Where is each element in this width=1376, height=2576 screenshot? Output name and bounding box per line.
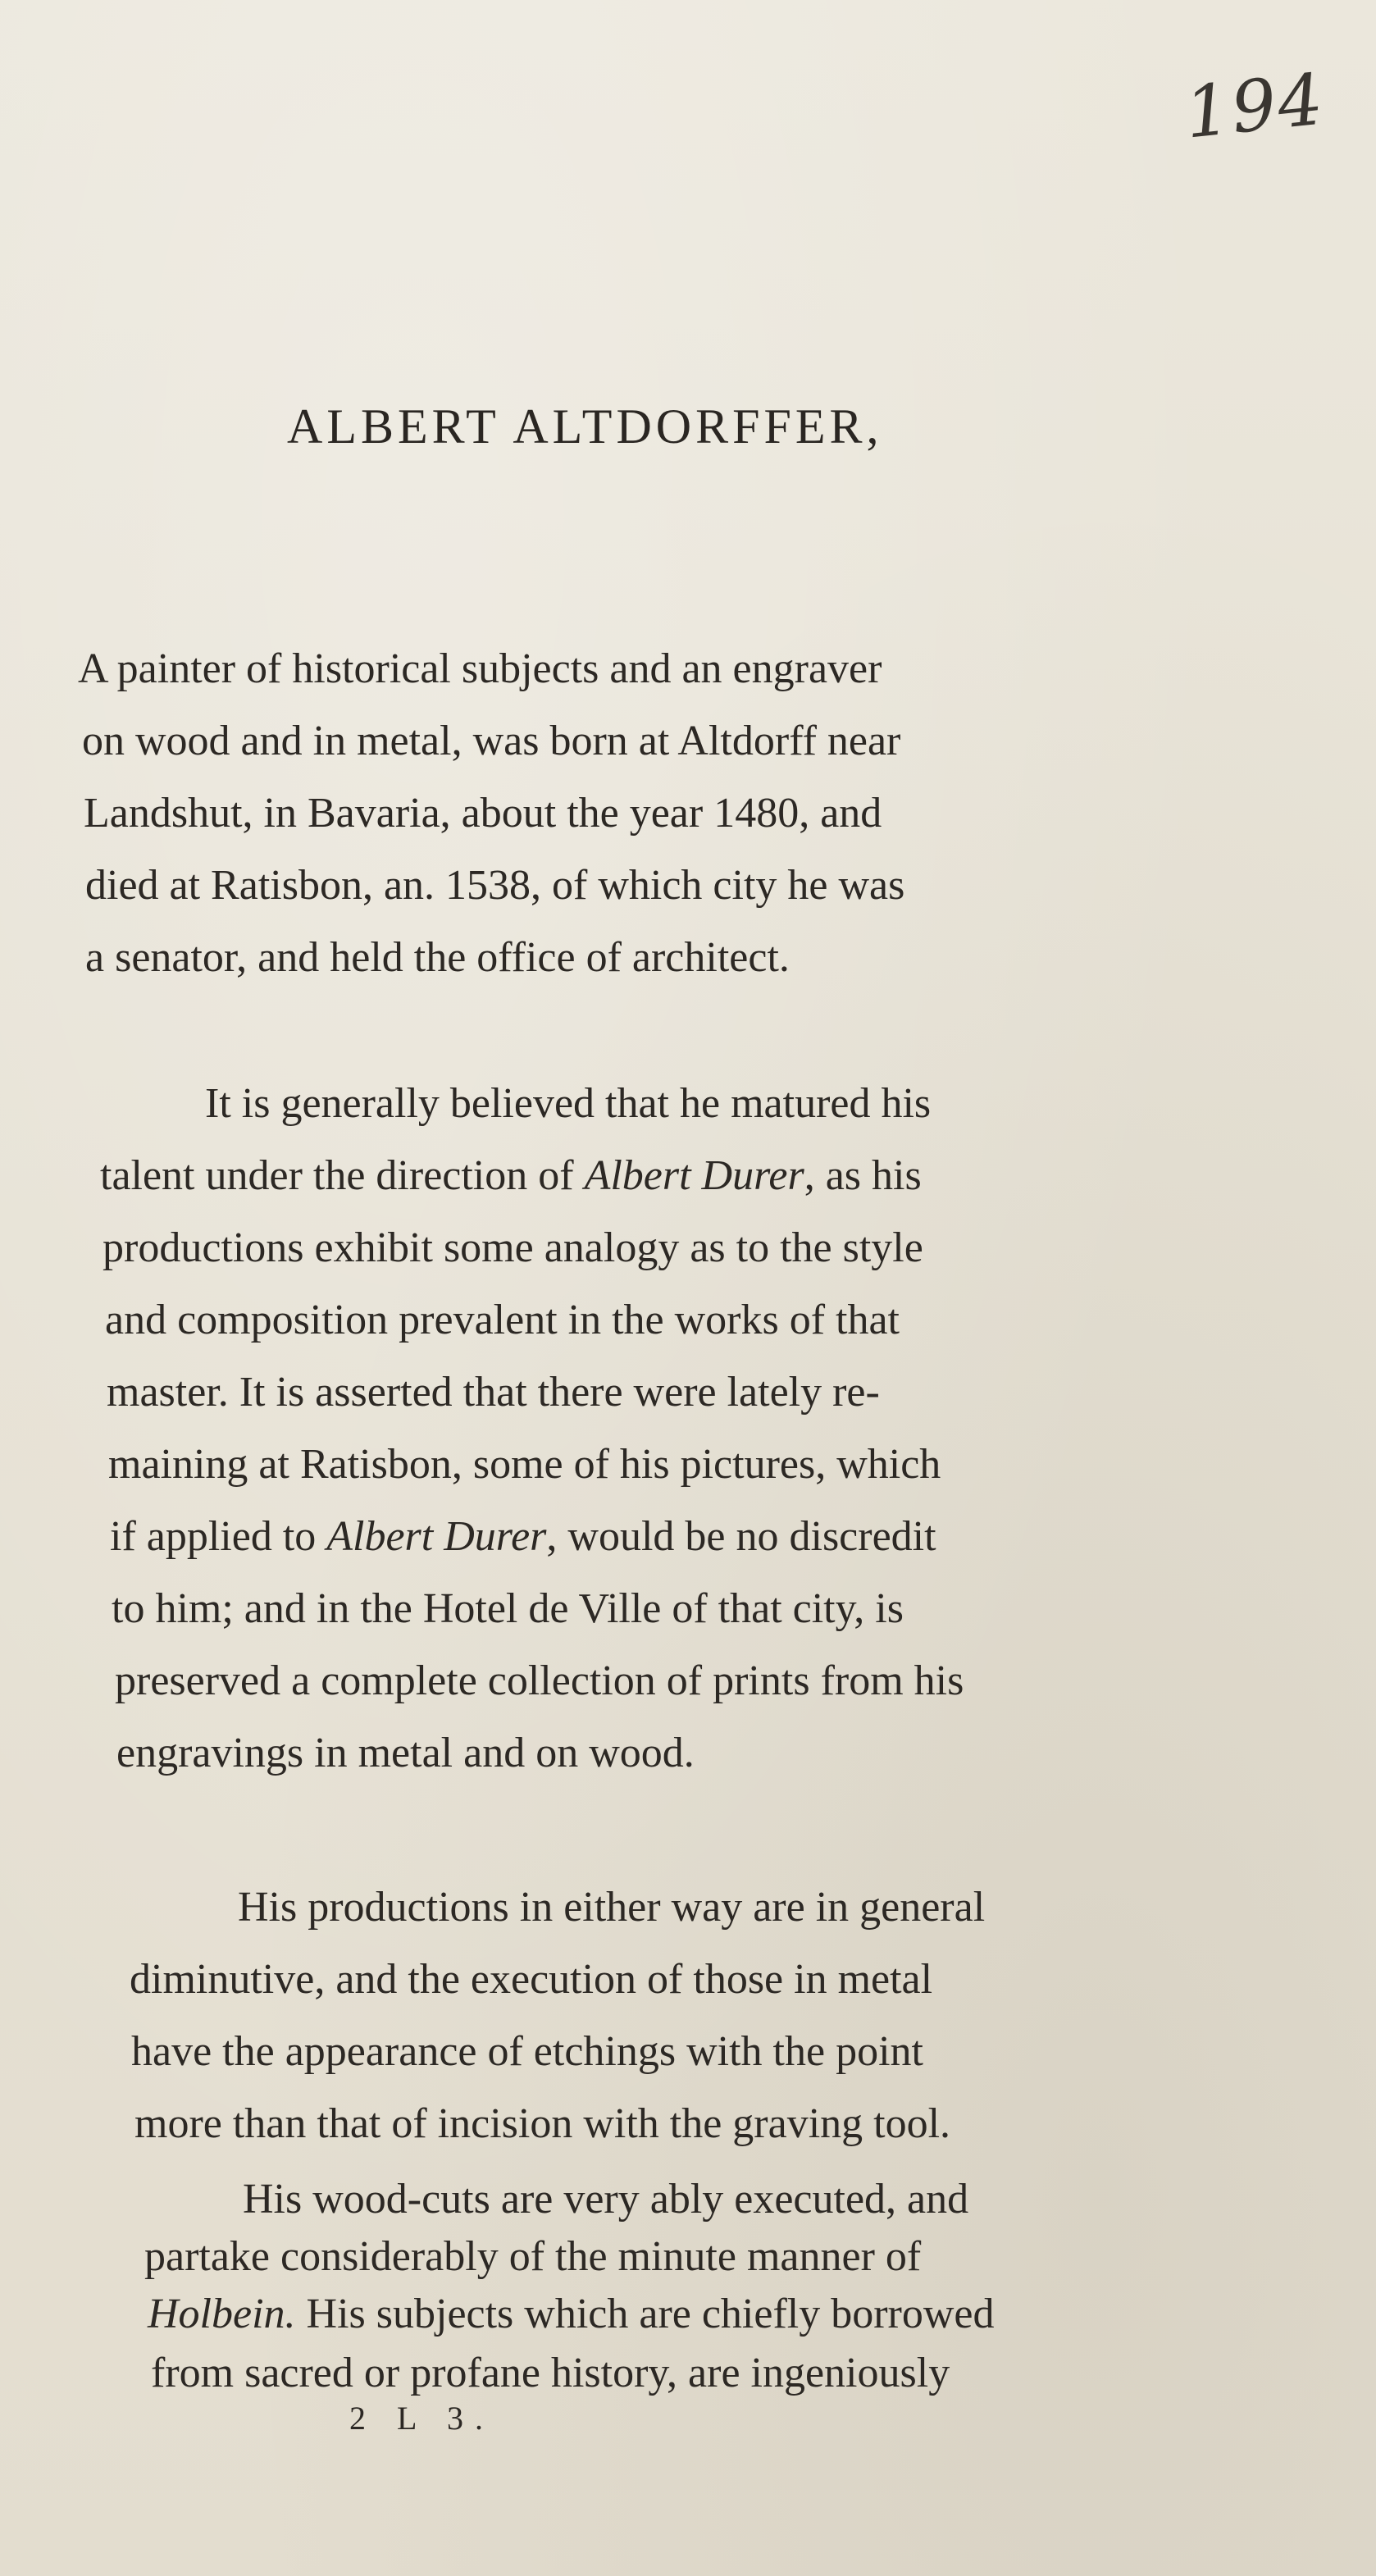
- text-line: died at Ratisbon, an. 1538, of which city he was: [85, 862, 905, 909]
- text-line: productions exhibit some analogy as to the style: [103, 1224, 923, 1271]
- text-line: Landshut, in Bavaria, about the year 1480, and: [84, 790, 882, 837]
- text-line: partake considerably of the minute manner of: [144, 2233, 922, 2280]
- text-line: master. It is asserted that there were lately re-: [107, 1369, 880, 1416]
- text-line: from sacred or profane history, are ingeniously: [151, 2350, 950, 2396]
- text-line: talent under the direction of Albert Durer, as his: [100, 1152, 922, 1199]
- text-line: A painter of historical subjects and an engraver: [78, 645, 882, 692]
- printer-signature: 2 L 3.: [349, 2400, 494, 2437]
- page-title: ALBERT ALTDORFFER,: [287, 399, 883, 454]
- text-line: to him; and in the Hotel de Ville of that city, is: [112, 1585, 904, 1632]
- text-line: maining at Ratisbon, some of his pictures, which: [108, 1441, 941, 1488]
- text-line: a senator, and held the office of architect.: [85, 934, 790, 981]
- text-line: more than that of incision with the graving tool.: [134, 2100, 951, 2147]
- text-line: Holbein. His subjects which are chiefly borrowed: [148, 2291, 995, 2337]
- text-line: preserved a complete collection of prints from his: [115, 1657, 964, 1704]
- text-line: diminutive, and the execution of those in metal: [130, 1956, 933, 2003]
- text-line: engravings in metal and on wood.: [116, 1730, 695, 1776]
- text-line: and composition prevalent in the works of that: [105, 1297, 900, 1343]
- text-line: It is generally believed that he matured his: [205, 1080, 932, 1127]
- text-line: if applied to Albert Durer, would be no discredit: [110, 1513, 936, 1560]
- text-line: His wood-cuts are very ably executed, and: [243, 2176, 969, 2223]
- text-line: His productions in either way are in general: [238, 1884, 986, 1931]
- folio-number: 194: [1181, 58, 1328, 155]
- text-line: on wood and in metal, was born at Altdorff near: [82, 718, 901, 764]
- text-line: have the appearance of etchings with the point: [131, 2028, 923, 2075]
